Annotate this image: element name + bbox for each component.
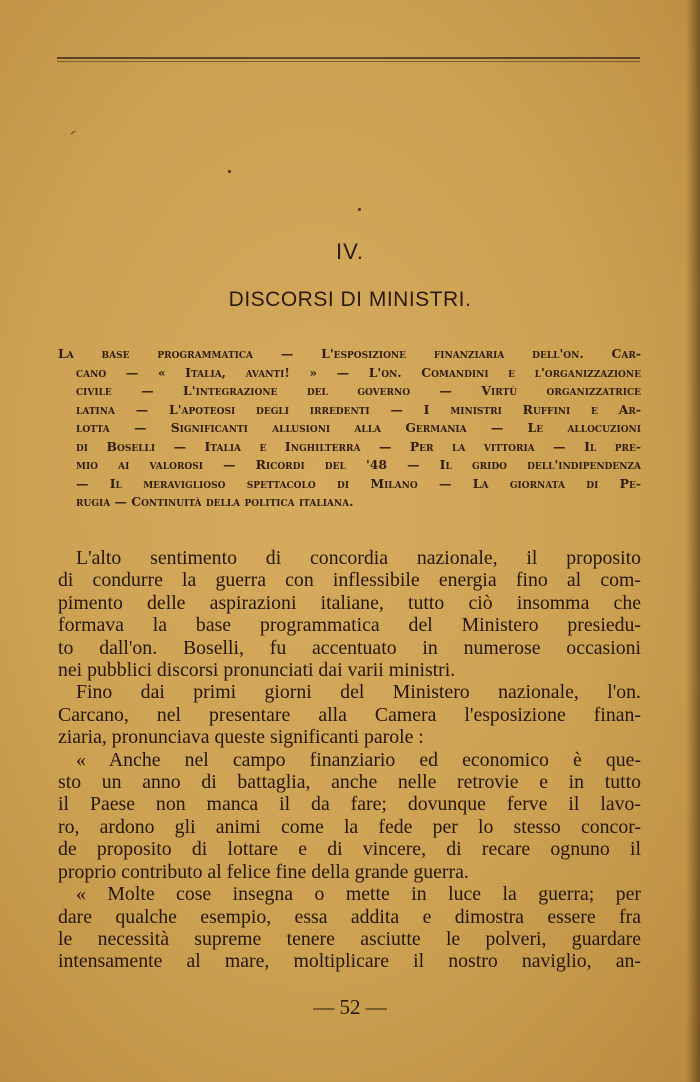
chapter-title: DISCORSI DI MINISTRI. xyxy=(228,288,472,311)
summary-line: latina — L'apoteosi degli irredenti — I ministri Ruffini e Ar- xyxy=(76,401,641,417)
summary-line: di Boselli — Italia e Inghilterra — Per la vittoria — Il pre- xyxy=(76,438,641,454)
paper-speck xyxy=(228,170,231,173)
body-line: dare qualche esempio, essa addita e dimostra essere fra xyxy=(58,905,641,928)
summary-line: La base programmatica — L'esposizione finanziaria dell'on. Car- xyxy=(58,346,641,361)
body-line: ro, ardono gli animi come la fede per lo stesso concor- xyxy=(58,815,641,838)
body-line: ziaria, pronunciava queste significanti parole : xyxy=(58,726,424,749)
chapter-number: IV. xyxy=(336,239,364,264)
summary-line: rugia — Continuità della politica italiana. xyxy=(76,494,354,509)
summary-line: lotta — Significanti allusioni alla Germania — Le allocuzioni xyxy=(76,420,641,435)
body-line: L'alto sentimento di concordia nazionale, il proposito xyxy=(76,547,641,569)
body-line: « Molte cose insegna o mette in luce la guerra; per xyxy=(76,883,641,906)
paper-speck xyxy=(358,208,361,211)
header-rule xyxy=(57,56,640,64)
body-line: Fino dai primi giorni del Ministero nazionale, l'on. xyxy=(76,681,641,704)
body-line: « Anche nel campo finanziario ed economico è que- xyxy=(76,748,641,771)
body-line: formava la base programmatica del Ministero presiedu- xyxy=(58,614,641,637)
summary-line: — Il meraviglioso spettacolo di Milano — La giornata di Pe- xyxy=(76,475,641,491)
body-line: di condurre la guerra con inflessibile energia fino al com- xyxy=(58,569,641,592)
paper-speck xyxy=(70,130,75,134)
body-line: to dall'on. Boselli, fu accentuato in numerose occasioni xyxy=(58,636,641,659)
page-number: — 52 — xyxy=(313,995,387,1019)
page-edge-shadow xyxy=(686,0,700,1082)
body-line: Carcano, nel presentare alla Camera l'esposizione finan- xyxy=(58,703,641,726)
body-line: intensamente al mare, moltiplicare il nostro naviglio, an- xyxy=(58,950,641,973)
summary-line: cano — « Italia, avanti! » — L'on. Comandini e l'organizzazione xyxy=(76,364,641,380)
body-line: proprio contributo al felice fine della grande guerra. xyxy=(58,860,469,883)
body-text xyxy=(58,547,641,973)
body-line: sto un anno di battaglia, anche nelle retrovie e in tutto xyxy=(58,771,641,794)
header-rule-line-bottom xyxy=(57,61,640,62)
body-line: de proposito di lottare e di vincere, di recare ognuno il xyxy=(58,838,641,861)
header-rule-line-top xyxy=(57,57,640,59)
chapter-summary xyxy=(58,345,641,512)
body-line: il Paese non manca il da fare; dovunque ferve il lavo- xyxy=(58,793,641,816)
summary-line: mio ai valorosi — Ricordi del '48 — Il grido dell'indipendenza xyxy=(76,457,641,472)
body-line: nei pubblici discorsi pronunciati dai varii ministri. xyxy=(58,659,456,682)
body-line: le necessità supreme tenere asciutte le polveri, guardare xyxy=(58,927,641,950)
summary-line: civile — L'integrazione del governo — Virtù organizzatrice xyxy=(76,383,641,398)
body-line: pimento delle aspirazioni italiane, tutto ciò insomma che xyxy=(58,591,641,614)
